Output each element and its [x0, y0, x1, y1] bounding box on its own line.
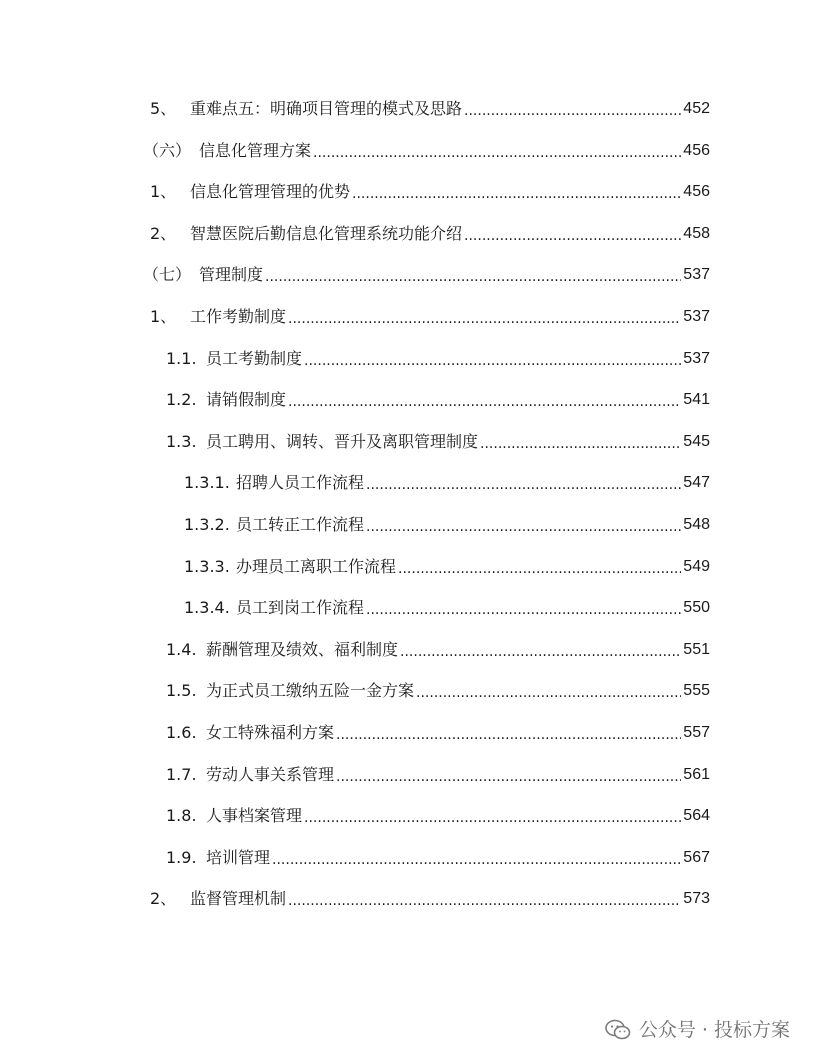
toc-entry[interactable] — [0, 554, 710, 578]
toc-entry[interactable] — [0, 886, 710, 910]
toc-leader-dots — [304, 805, 681, 827]
watermark — [605, 1018, 790, 1042]
toc-leader-dots — [398, 556, 681, 578]
toc-entry[interactable] — [0, 304, 710, 328]
toc-leader-dots — [400, 639, 681, 661]
toc-leader-dots — [304, 348, 681, 370]
toc-entry-title: 女工特殊福利方案 — [206, 723, 335, 742]
toc-entry-page-number: 549 — [683, 558, 710, 575]
toc-entry-page-number: 541 — [683, 391, 710, 408]
toc-entry-number: 1.3.1. — [184, 473, 230, 492]
toc-leader-dots — [464, 98, 681, 120]
toc-entry-title: 薪酬管理及绩效、福利制度 — [206, 640, 399, 659]
toc-entry-number: 1.3.3. — [184, 557, 230, 576]
toc-leader-dots — [416, 680, 681, 702]
toc-leader-dots — [352, 181, 681, 203]
toc-entry-page-number: 573 — [683, 890, 710, 907]
toc-entry-number: 1.5. — [166, 681, 197, 700]
toc-entry-number: 1、 — [150, 182, 177, 201]
toc-entry-number: 1.1. — [166, 349, 197, 368]
toc-entry[interactable] — [0, 387, 710, 411]
toc-entry-page-number: 555 — [683, 682, 710, 699]
toc-entry[interactable] — [0, 845, 710, 869]
toc-entry-title: 办理员工离职工作流程 — [236, 557, 397, 576]
toc-entry-number: （六） — [143, 141, 192, 160]
toc-entry-page-number: 545 — [683, 433, 710, 450]
toc-entry[interactable] — [0, 262, 710, 286]
toc-entry-page-number: 537 — [683, 308, 710, 325]
toc-entry-page-number: 561 — [683, 766, 710, 783]
toc-entry-page-number: 557 — [683, 724, 710, 741]
wechat-icon — [605, 1019, 631, 1041]
toc-entry[interactable] — [0, 179, 710, 203]
toc-entry-title: 请销假制度 — [206, 390, 287, 409]
toc-entry-page-number: 567 — [683, 849, 710, 866]
toc-entry-title: 招聘人员工作流程 — [236, 473, 365, 492]
toc-leader-dots — [366, 597, 681, 619]
toc-entry-page-number: 550 — [683, 599, 710, 616]
toc-entry-title: 员工考勤制度 — [206, 349, 303, 368]
toc-entry-title: 为正式员工缴纳五险一金方案 — [206, 681, 415, 700]
toc-entry[interactable] — [0, 96, 710, 120]
toc-entry-title: 监督管理机制 — [190, 889, 287, 908]
toc-entry-number: 1.3.2. — [184, 515, 230, 534]
toc-entry-page-number: 537 — [683, 350, 710, 367]
toc-leader-dots — [336, 764, 681, 786]
toc-leader-dots — [288, 306, 681, 328]
toc-entry-number: 1.4. — [166, 640, 197, 659]
toc-entry[interactable] — [0, 637, 710, 661]
toc-entry[interactable] — [0, 512, 710, 536]
toc-entry-title: 培训管理 — [206, 848, 271, 867]
toc-entry[interactable] — [0, 221, 710, 245]
toc-entry-number: 2、 — [150, 224, 177, 243]
toc-entry-number: 1.3. — [166, 432, 197, 451]
toc-entry-number: 1.2. — [166, 390, 197, 409]
toc-leader-dots — [313, 140, 681, 162]
toc-leader-dots — [464, 223, 681, 245]
toc-entry-number: 1.3.4. — [184, 598, 230, 617]
toc-entry[interactable] — [0, 138, 710, 162]
watermark-text: 公众号 · 投标方案 — [638, 1019, 790, 1041]
toc-leader-dots — [288, 888, 681, 910]
toc-entry[interactable] — [0, 429, 710, 453]
toc-entry-title: 员工转正工作流程 — [236, 515, 365, 534]
toc-entry-page-number: 564 — [683, 807, 710, 824]
toc-entry-title: 信息化管理方案 — [199, 141, 312, 160]
toc-entry[interactable] — [0, 720, 710, 744]
toc-entry[interactable] — [0, 678, 710, 702]
toc-entry-page-number: 547 — [683, 474, 710, 491]
toc-entry-number: 1.6. — [166, 723, 197, 742]
toc-entry-number: 1.7. — [166, 765, 197, 784]
toc-entry[interactable] — [0, 346, 710, 370]
toc-entry-title: 信息化管理管理的优势 — [190, 182, 351, 201]
toc-entry-number: 2、 — [150, 889, 177, 908]
toc-entry-number: 1.9. — [166, 848, 197, 867]
toc-leader-dots — [480, 431, 681, 453]
toc-leader-dots — [288, 389, 681, 411]
toc-entry-title: 劳动人事关系管理 — [206, 765, 335, 784]
toc-entry-page-number: 458 — [683, 225, 710, 242]
toc-entry-number: 5、 — [150, 99, 177, 118]
toc-entry-title: 管理制度 — [199, 265, 264, 284]
toc-entry-page-number: 537 — [683, 266, 710, 283]
toc-entry-number: 1、 — [150, 307, 177, 326]
toc-entry-title: 员工到岗工作流程 — [236, 598, 365, 617]
toc-leader-dots — [336, 722, 681, 744]
toc-entry-page-number: 548 — [683, 516, 710, 533]
toc-entry-title: 工作考勤制度 — [190, 307, 287, 326]
toc-entry-number: （七） — [143, 265, 192, 284]
toc-entry-page-number: 452 — [683, 100, 710, 117]
toc-entry-page-number: 551 — [683, 641, 710, 658]
toc-entry-title: 员工聘用、调转、晋升及离职管理制度 — [206, 432, 479, 451]
toc-entry-title: 智慧医院后勤信息化管理系统功能介绍 — [190, 224, 463, 243]
toc-entry[interactable] — [0, 595, 710, 619]
toc-entry-title: 重难点五：明确项目管理的模式及思路 — [190, 99, 463, 118]
toc-leader-dots — [366, 472, 681, 494]
toc-leader-dots — [272, 847, 681, 869]
toc-entry[interactable] — [0, 762, 710, 786]
toc-leader-dots — [366, 514, 681, 536]
toc-entry[interactable] — [0, 803, 710, 827]
toc-entry-page-number: 456 — [683, 183, 710, 200]
toc-entry-title: 人事档案管理 — [206, 806, 303, 825]
toc-entry-page-number: 456 — [683, 142, 710, 159]
toc-entry-number: 1.8. — [166, 806, 197, 825]
toc-leader-dots — [265, 264, 681, 286]
toc-entry[interactable] — [0, 470, 710, 494]
